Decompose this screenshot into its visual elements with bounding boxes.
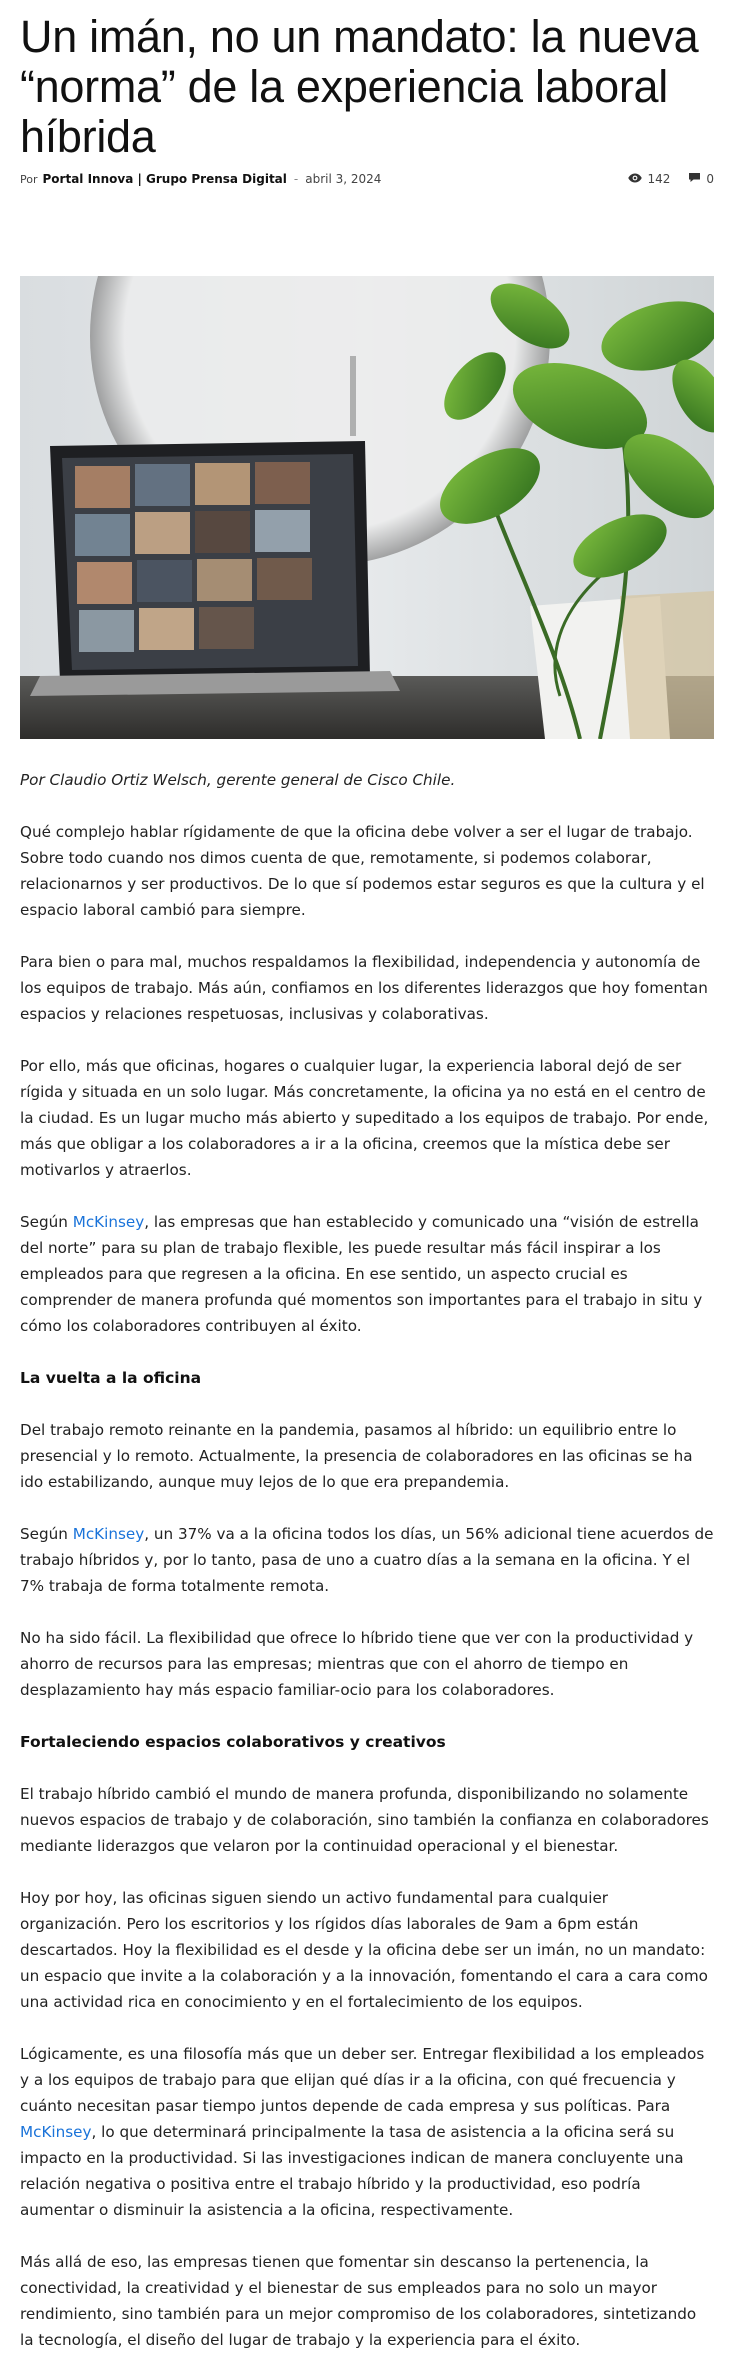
- paragraph: Del trabajo remoto reinante en la pandemia, pasamos al híbrido: un equilibrio entre lo presencial y lo remoto. Actualmente, la presencia de colaboradores en las oficinas se ha ido estabilizando, aunque muy lejos de lo que era prepandemia.: [20, 1421, 693, 1491]
- paragraph-text: Según: [20, 1213, 73, 1231]
- mckinsey-link[interactable]: McKinsey: [20, 2123, 92, 2141]
- paragraph: Más allá de eso, las empresas tienen que fomentar sin descanso la pertenencia, la conectividad, la creatividad y el bienestar de sus empleados para no solo un mayor rendimiento, sino también para un mejor compromiso de los colaboradores, sintetizando la tecnología, el diseño del lugar de trabajo y la experiencia para el éxito.: [20, 2253, 697, 2349]
- paragraph-text: , un 37% va a la oficina todos los días, un 56% adicional tiene acuerdos de trabajo híbridos y, por lo tanto, pasa de uno a cuatro días a la semana en la oficina. Y el 7% trabaja de forma totalmente remota.: [20, 1525, 714, 1595]
- paragraph-text: , las empresas que han establecido y comunicado una “visión de estrella del norte” para su plan de trabajo flexible, les puede resultar más fácil inspirar a los empleados para que regresen a la oficina. En ese sentido, un aspecto crucial es comprender de manera profunda qué momentos son importantes para el trabajo in situ y cómo los colaboradores contribuyen al éxito.: [20, 1213, 703, 1335]
- mckinsey-link[interactable]: McKinsey: [72, 1525, 145, 1543]
- article-stats: [628, 172, 714, 186]
- hero-image: [20, 276, 714, 739]
- article-meta: [20, 168, 714, 190]
- paragraph: Por ello, más que oficinas, hogares o cualquier lugar, la experiencia laboral dejó de ser rígida y situada en un solo lugar. Más concretamente, la oficina ya no está en el centro de la ciudad. Es un lugar mucho más abierto y supeditado a los equipos de trabajo. Por ende, más que obligar a los colaboradores a ir a la oficina, creemos que la mística debe ser motivarlos y atraerlos.: [20, 1057, 709, 1179]
- meta-separator: -: [293, 172, 299, 186]
- comments-count: 0: [706, 172, 714, 186]
- publish-date: abril 3, 2024: [305, 172, 382, 186]
- section-heading: La vuelta a la oficina: [20, 1369, 202, 1387]
- by-label: Por: [20, 172, 38, 186]
- paragraph: Para bien o para mal, muchos respaldamos la flexibilidad, independencia y autonomía de los equipos de trabajo. Más aún, confiamos en los diferentes liderazgos que hoy fomentan espacios y relaciones respetuosas, inclusivas y colaborativas.: [20, 953, 708, 1023]
- paragraph: El trabajo híbrido cambió el mundo de manera profunda, disponibilizando no solamente nuevos espacios de trabajo y de colaboración, sino también la confianza en colaboradores mediante liderazgos que velaron por la continuidad operacional y el bienestar.: [20, 1785, 709, 1855]
- views-count: 142: [647, 172, 671, 186]
- paragraph-text: Lógicamente, es una filosofía más que un deber ser. Entregar flexibilidad a los empleados y a los equipos de trabajo para que elijan qué días ir a la oficina, con qué frecuencia y cuánto necesitan pasar tiempo juntos depende de cada empresa y sus políticas. Para: [20, 2045, 705, 2115]
- eye-icon: [628, 172, 642, 186]
- paragraph: Hoy por hoy, las oficinas siguen siendo un activo fundamental para cualquier organización. Pero los escritorios y los rígidos días laborales de 9am a 6pm están descartados. Hoy la flexibilidad es el desde y la oficina debe ser un imán, no un mandato: un espacio que invite a la colaboración y a la innovación, fomentando el cara a cara como una actividad rica en conocimiento y en el fortalecimiento de los equipos.: [20, 1889, 708, 2011]
- article-body: [20, 767, 714, 2353]
- author-link[interactable]: Portal Innova | Grupo Prensa Digital: [42, 172, 287, 186]
- paragraph: Qué complejo hablar rígidamente de que la oficina debe volver a ser el lugar de trabajo. Sobre todo cuando nos dimos cuenta de que, remotamente, si podemos colaborar, relacionarnos y ser productivos. De lo que sí podemos estar seguros es que la cultura y el espacio laboral cambió para siempre.: [20, 823, 705, 919]
- section-heading: Fortaleciendo espacios colaborativos y creativos: [20, 1733, 446, 1751]
- article-title: Un imán, no un mandato: la nueva “norma” de la experiencia laboral híbrida: [20, 11, 699, 162]
- paragraph: No ha sido fácil. La flexibilidad que ofrece lo híbrido tiene que ver con la productividad y ahorro de recursos para las empresas; mientras que con el ahorro de tiempo en desplazamiento hay más espacio familiar-ocio para los colaboradores.: [20, 1629, 694, 1699]
- comments-link[interactable]: [688, 172, 714, 186]
- paragraph-text: Según: [20, 1525, 73, 1543]
- paragraph: [20, 1209, 714, 1339]
- comment-icon: [688, 172, 701, 186]
- mckinsey-link[interactable]: McKinsey: [72, 1213, 145, 1231]
- paragraph: [20, 1521, 714, 1599]
- paragraph: [20, 2041, 714, 2223]
- paragraph-text: , lo que determinará principalmente la tasa de asistencia a la oficina será su impacto en la productividad. Si las investigaciones indican de manera concluyente una relación negativa o positiva entre el trabajo híbrido y la productividad, eso podría aumentar o disminuir la asistencia a la oficina, respectivamente.: [20, 2123, 684, 2219]
- article-byline: Por Claudio Ortiz Welsch, gerente general de Cisco Chile.: [20, 771, 456, 789]
